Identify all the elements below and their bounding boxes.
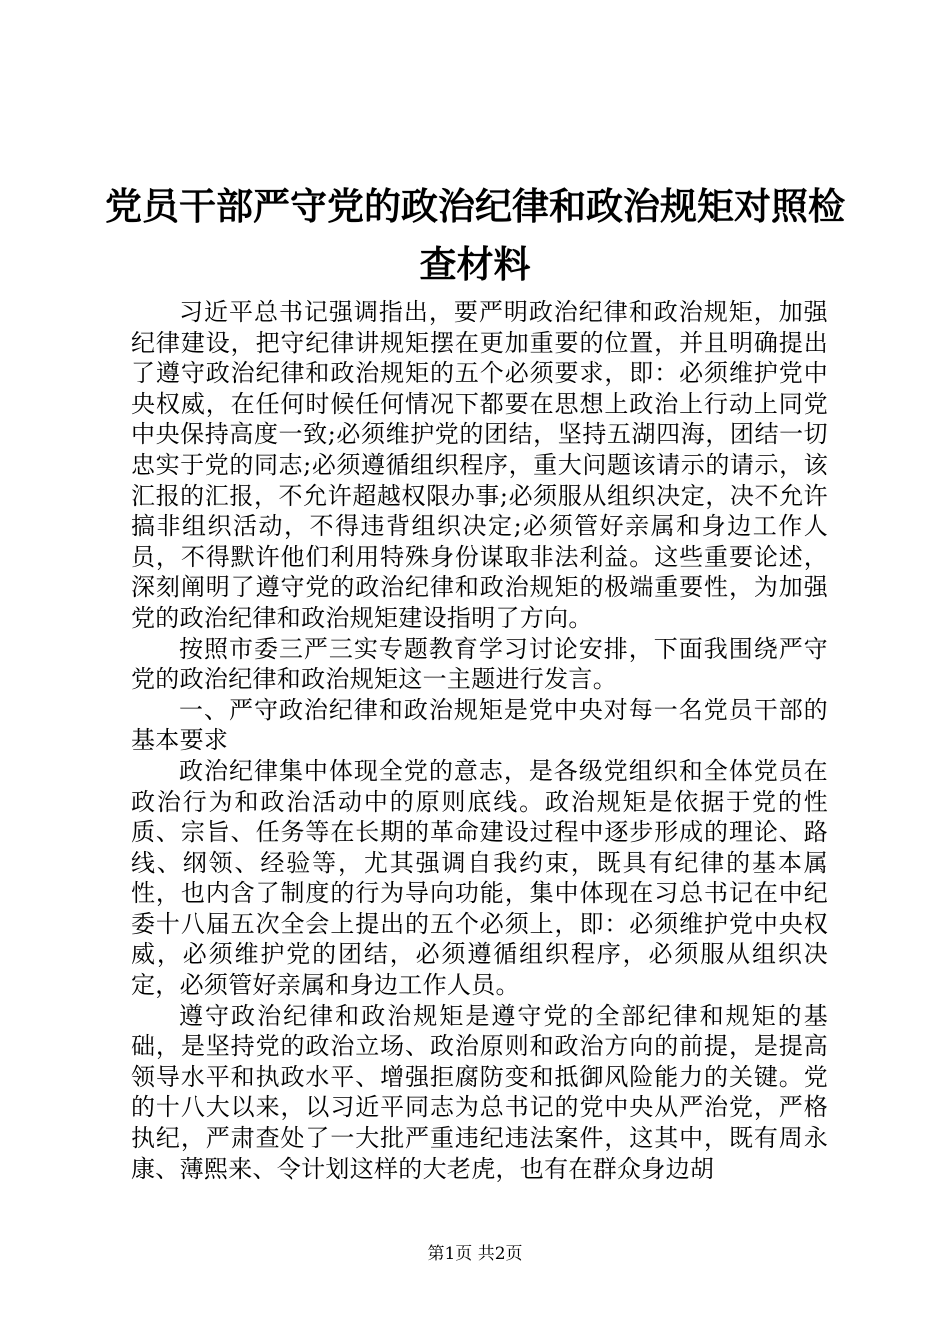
paragraph-1: 习近平总书记强调指出，要严明政治纪律和政治规矩，加强纪律建设，把守纪律讲规矩摆在更加重要的位置，并且明确提出了遵守政治纪律和政治规矩的五个必须要求，即：必须维护党中央权威，在任何时候任何情况下都要在思想上政治上行动上同党中央保持高度一致;必须维护党的团结，坚持五湖四海，团结一切忠实于党的同志;必须遵循组织程序，重大问题该请示的请示，该汇报的汇报，不允许超越权限办事;必须服从组织决定，决不允许搞非组织活动，不得违背组织决定;必须管好亲属和身边工作人员，不得默许他们利用特殊身份谋取非法利益。这些重要论述，深刻阐明了遵守党的政治纪律和政治规矩的极端重要性，为加强党的政治纪律和政治规矩建设指明了方向。 [131, 298, 828, 632]
page-number-footer: 第1页 共2页 [427, 1244, 523, 1264]
paragraph-2: 按照市委三严三实专题教育学习讨论安排，下面我围绕严守党的政治纪律和政治规矩这一主题进行发言。 [131, 634, 828, 694]
section-heading-1: 一、严守政治纪律和政治规矩是党中央对每一名党员干部的基本要求 [131, 695, 828, 755]
paragraph-4: 遵守政治纪律和政治规矩是遵守党的全部纪律和规矩的基础，是坚持党的政治立场、政治原则和政治方向的前提，是提高领导水平和执政水平、增强拒腐防变和抵御风险能力的关键。党的十八大以来，以习近平同志为总书记的党中央从严治党，严格执纪，严肃查处了一大批严重违纪违法案件，这其中，既有周永康、薄熙来、令计划这样的大老虎，也有在群众身边胡 [131, 1001, 828, 1183]
document-title: 党员干部严守党的政治纪律和政治规矩对照检查材料 [105, 183, 845, 286]
paragraph-3: 政治纪律集中体现全党的意志，是各级党组织和全体党员在政治行为和政治活动中的原则底线。政治规矩是依据于党的性质、宗旨、任务等在长期的革命建设过程中逐步形成的理论、路线、纲领、经验等，尤其强调自我约束，既具有纪律的基本属性，也内含了制度的行为导向功能，集中体现在习总书记在中纪委十八届五次全会上提出的五个必须上，即：必须维护党中央权威，必须维护党的团结，必须遵循组织程序，必须服从组织决定，必须管好亲属和身边工作人员。 [131, 756, 828, 1000]
document-body [131, 297, 828, 1184]
